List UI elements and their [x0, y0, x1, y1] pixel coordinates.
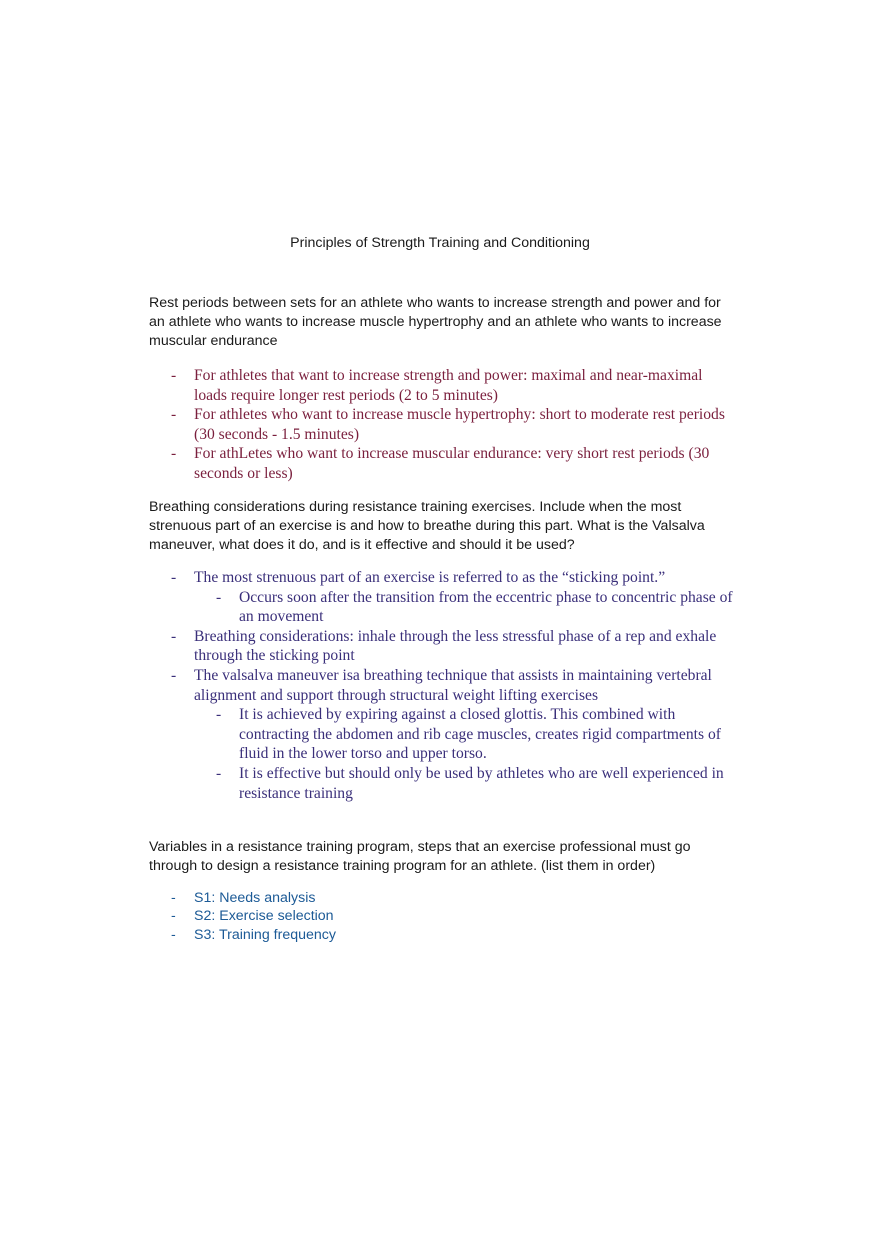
list-item	[149, 366, 739, 405]
list-item	[149, 907, 739, 925]
sub-list-item	[149, 705, 739, 764]
list-item-text: Breathing considerations: inhale through the less stressful phase of a rep and exhale through the sticking point	[194, 627, 717, 665]
list-item	[149, 405, 739, 444]
list-item-text: The valsalva maneuver isa breathing technique that assists in maintaining vertebral alignment and support through structural weight lifting exercises	[194, 666, 712, 704]
list-dash: -	[171, 569, 177, 586]
sub-list-item	[149, 588, 739, 627]
list-item-text: S2: Exercise selection	[194, 908, 334, 925]
list-dash: -	[171, 627, 177, 645]
sub-list-item-text: Occurs soon after the transition from the eccentric phase to concentric phase of an movement	[239, 588, 733, 626]
answer-list-breathing	[149, 568, 739, 803]
list-item	[149, 926, 739, 944]
sub-list-item-text: It is effective but should only be used by athletes who are well experienced in resistance training	[239, 764, 724, 802]
list-dash: -	[171, 367, 177, 384]
list-dash: -	[216, 588, 222, 606]
list-item-text: S3: Training frequency	[194, 926, 336, 943]
sub-list-item	[149, 764, 739, 803]
list-dash: -	[171, 890, 176, 906]
sub-list-item-text: It is achieved by expiring against a closed glottis. This combined with contracting the abdomen and rib cage muscles, creates rigid compartments of fluid in the lower torso and upper torso.	[239, 706, 721, 763]
question-program-design: Variables in a resistance training program, steps that an exercise professional must go through to design a resistance training program for an athlete. (list them in order)	[149, 839, 691, 874]
list-item-text: S1: Needs analysis	[194, 890, 316, 906]
list-item-text: For athletes that want to increase strength and power: maximal and near-maximal loads require longer rest periods (2 to 5 minutes)	[194, 367, 703, 404]
list-item-text: For athLetes who want to increase muscular endurance: very short rest periods (30 seconds or less)	[194, 445, 710, 482]
list-dash: -	[216, 706, 222, 724]
answer-list-rest-periods	[149, 366, 739, 484]
question-breathing: Breathing considerations during resistance training exercises. Include when the most strenuous part of an exercise is and how to breathe during this part. What is the Valsalva maneuver, what does it do, and is it effective and should it be used?	[149, 499, 705, 553]
list-item	[149, 666, 739, 705]
list-dash: -	[171, 406, 177, 424]
list-dash: -	[171, 666, 177, 684]
list-dash: -	[216, 764, 222, 782]
list-dash: -	[171, 908, 176, 925]
list-dash: -	[171, 445, 177, 463]
list-item	[149, 889, 739, 907]
list-item	[149, 444, 739, 483]
list-dash: -	[171, 926, 176, 943]
page-title: Principles of Strength Training and Conditioning	[290, 235, 590, 251]
list-item-text: For athletes who want to increase muscle hypertrophy: short to moderate rest periods (30 seconds - 1.5 minutes)	[194, 406, 725, 443]
answer-list-program-design	[149, 889, 739, 944]
list-item-text: The most strenuous part of an exercise is referred to as the “sticking point.”	[194, 569, 666, 586]
question-rest-periods: Rest periods between sets for an athlete who wants to increase strength and power and for an athlete who wants to increase muscle hypertrophy and an athlete who wants to increase muscular endurance	[149, 295, 722, 349]
list-item	[149, 627, 739, 666]
list-item	[149, 568, 739, 588]
